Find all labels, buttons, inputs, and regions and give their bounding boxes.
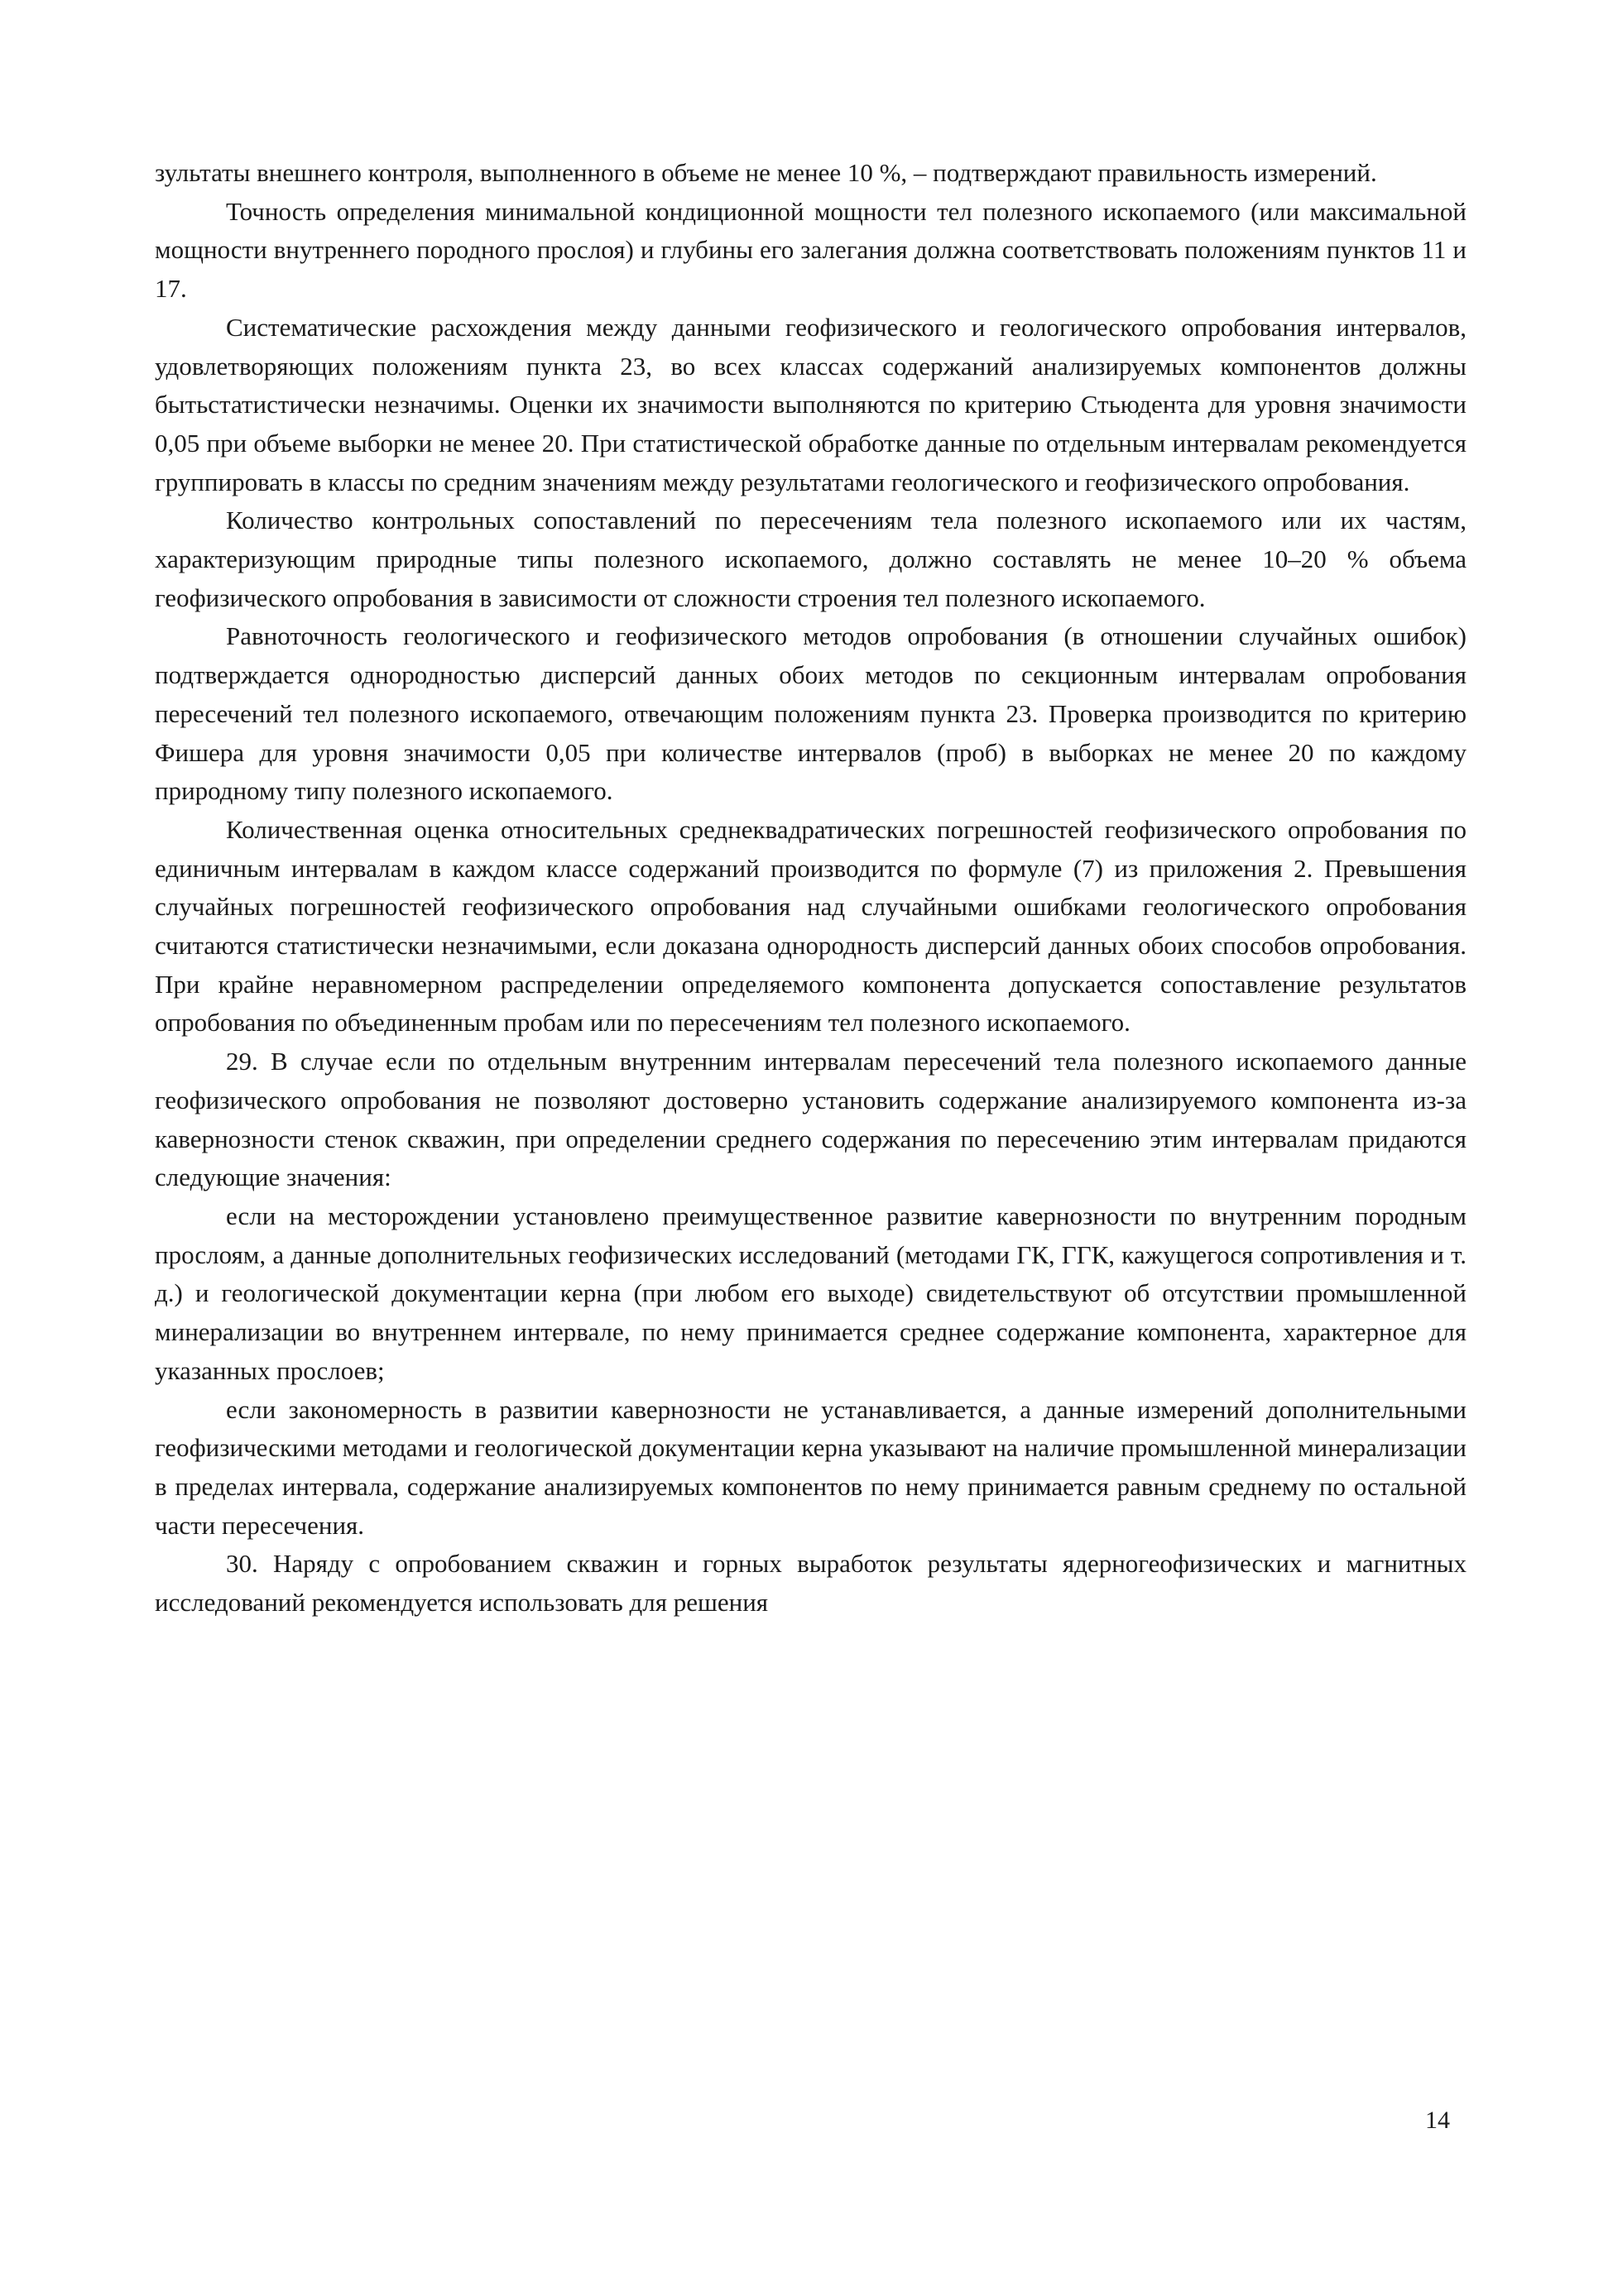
document-body [155,154,1467,1623]
paragraph-2: Точность определения минимальной кондиционной мощности тел полезного ископаемого (или максимальной мощности внутреннего породного прослоя) и глубины его залегания должна соответствовать положениям пунктов 11 и 17. [155,196,1467,304]
page-number: 14 [1425,2107,1450,2134]
paragraph-7-item-29: 29. В случае если по отдельным внутренним интервалам пересечений тела полезного ископаемого данные геофизического опробования не позволяют достоверно установить содержание анализируемого компонента из-за кавернозности стенок скважин, при определении среднего содержания по пересечению этим интервалам придаются следующие значения: [155,1047,1467,1192]
paragraph-8: если на месторождении установлено преимущественное развитие кавернозности по внутренним породным прослоям, а данные дополнительных геофизических исследований (методами ГК, ГГК, кажущегося сопротивления и т. д.) и геологической документации керна (при любом его выходе) свидетельствуют об отсутствии промышленной минерализации во внутреннем интервале, по нему принимается среднее содержание компонента, характерное для указанных прослоев; [155,1201,1467,1385]
paragraph-10-item-30: 30. Наряду с опробованием скважин и горных выработок результаты ядерногеофизических и магнитных исследований рекомендуется использовать для решения [155,1549,1467,1618]
paragraph-3: Систематические расхождения между данными геофизического и геологического опробования интервалов, удовлетворяющих положениям пункта 23, во всех классах содержаний анализируемых компонентов должны бытьстатистически незначимы. Оценки их значимости выполняются по критерию Стьюдента для уровня значимости 0,05 при объеме выборки не менее 20. При статистической обработке данные по отдельным интервалам рекомендуется группировать в классы по средним значениям между результатами геологического и геофизического опробования. [155,312,1467,496]
paragraph-6: Количественная оценка относительных среднеквадратических погрешностей геофизического опробования по единичным интервалам в каждом классе содержаний производится по формуле (7) из приложения 2. Превышения случайных погрешностей геофизического опробования над случайными ошибками геологического опробования считаются статистически незначимыми, если доказана однородность дисперсий данных обоих способов опробования. При крайне неравномерном распределении определяемого компонента допускается сопоставление результатов опробования по объединенным пробам или по пересечениям тел полезного ископаемого. [155,814,1467,1038]
paragraph-4: Количество контрольных сопоставлений по пересечениям тела полезного ископаемого или их частям, характеризующим природные типы полезного ископаемого, должно составлять не менее 10–20 % объема геофизического опробования в зависимости от сложности строения тел полезного ископаемого. [155,506,1467,612]
paragraph-9: если закономерность в развитии кавернозности не устанавливается, а данные измерений дополнительными геофизическими методами и геологической документации керна указывают на наличие промышленной минерализации в пределах интервала, содержание анализируемых компонентов по нему принимается равным среднему по остальной части пересечения. [155,1394,1467,1540]
paragraph-1: зультаты внешнего контроля, выполненного в объеме не менее 10 %, – подтверждают правильность измерений. [155,158,1377,187]
paragraph-5: Равноточность геологического и геофизического методов опробования (в отношении случайных ошибок) подтверждается однородностью дисперсий данных обоих методов по секционным интервалам опробования пересечений тел полезного ископаемого, отвечающим положениям пункта 23. Проверка производится по критерию Фишера для уровня значимости 0,05 при количестве интервалов (проб) в выборках не менее 20 по каждому природному типу полезного ископаемого. [155,621,1467,806]
